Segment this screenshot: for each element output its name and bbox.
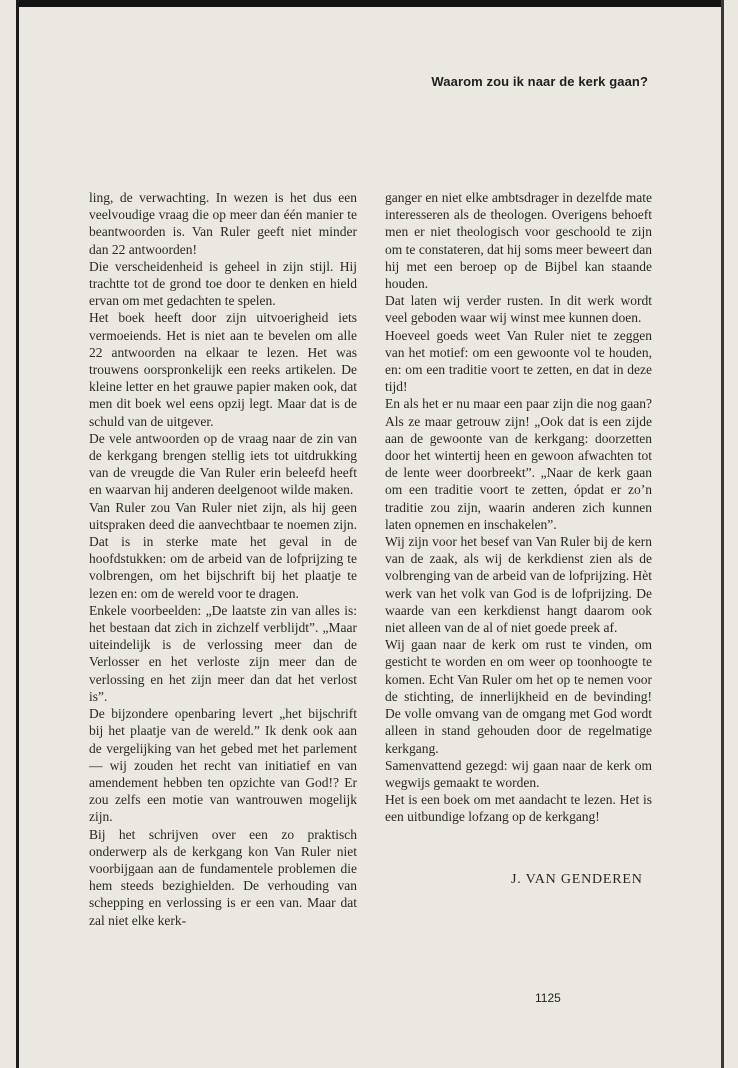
paragraph: En als het er nu maar een paar zijn die nog gaan? Als ze maar getrouw zijn! „Ook dat is een zijde aan de gewoonte van de kerkgang: doorzetten door het wintertij heen en gewoon afwachten tot de lente weer doorbreekt”. „Naar de kerk gaan om een traditie voort te zetten, ópdat er zo’n traditie zou zijn, waarin anderen zich kunnen laten opnemen en inschakelen”. — [385, 396, 652, 532]
running-header-title: Waarom zou ik naar de kerk gaan? — [431, 74, 648, 89]
paragraph: Die verscheidenheid is geheel in zijn stijl. Hij trachtte tot de grond toe door te denken en hield ervan om met gedachten te spelen. — [89, 258, 357, 309]
paragraph: De vele antwoorden op de vraag naar de zin van de kerkgang brengen stellig iets tot uitdrukking van de vreugde die Van Ruler erin beleefd heeft en waarvan hij anderen deelgenoot wilde maken. — [89, 430, 357, 498]
paragraph: Het is een boek om met aandacht te lezen. Het is een uitbundige lofzang op de kerkgang! — [385, 792, 652, 825]
paragraph: Dat laten wij verder rusten. In dit werk wordt veel geboden waar wij winst mee kunnen doen. — [385, 293, 652, 326]
paragraph: De bijzondere openbaring levert „het bijschrift bij het plaatje van de wereld.” Ik denk ook aan de vergelijking van het gebed met het parlement — wij zouden het recht van initiatief en van amendement hebben ten opzichte van God!? Er zou zelfs een motie van wantrouwen mogelijk zijn. — [89, 706, 357, 825]
paragraph: Wij zijn voor het besef van Van Ruler bij de kern van de zaak, als wij de kerkdienst zien als de volbrenging van de arbeid van de lofprijzing. Hèt werk van het volk van God is de lofprijzing. De waarde van een kerkdienst hangt daarom ook niet alleen van de al of niet goede preek af. — [385, 534, 652, 636]
paragraph: ling, de verwachting. In wezen is het dus een veelvoudige vraag die op meer dan één manier te beantwoorden is. Van Ruler geeft niet minder dan 22 antwoorden! — [89, 190, 357, 257]
paragraph: Hoeveel goeds weet Van Ruler niet te zeggen van het motief: om een gewoonte vol te houden, en: om een traditie voort te zetten, en dat in deze tijd! — [385, 327, 652, 395]
paragraph: Het boek heeft door zijn uitvoerigheid iets vermoeiends. Het is niet aan te bevelen om alle 22 antwoorden na elkaar te lezen. Het was trouwens oorspronkelijk een reeks artikelen. De kleine letter en het grauwe papier maken ook, dat men dit boek wel eens opzij legt. Maar dat is de schuld van de uitgever. — [89, 310, 357, 429]
scan-left-border — [16, 0, 19, 1068]
scan-right-border — [721, 0, 724, 1068]
left-text-column — [89, 189, 357, 929]
paragraph: Enkele voorbeelden: „De laatste zin van alles is: het bestaan dat zich in zichzelf verblijdt”. „Maar uiteindelijk is de verlossing meer dan de Verlosser en het verloste zijn meer dan de verlossing en het zijn meer dan dat het verlost is”. — [89, 602, 357, 704]
paragraph: Van Ruler zou Van Ruler niet zijn, als hij geen uitspraken deed die aanvechtbaar te noemen zijn. Dat is in sterke mate het geval in de hoofdstukken: om de arbeid van de lofprijzing te volbrengen, om het bijschrift bij het plaatje te lezen en: om de wereld voor te dragen. — [89, 499, 357, 601]
author-signature: J. VAN GENDEREN — [511, 872, 643, 887]
paragraph: ganger en niet elke ambtsdrager in dezelfde mate interesseren als de theologen. Overigens behoeft men er niet theologisch voor geschoold te zijn om te constateren, dat hij soms meer beweert dan hij met een beroep op de Bijbel kan staande houden. — [385, 190, 652, 292]
paragraph: Samenvattend gezegd: wij gaan naar de kerk om wegwijs gemaakt te worden. — [385, 757, 652, 790]
right-text-column — [385, 189, 652, 826]
paragraph: Wij gaan naar de kerk om rust te vinden, om gesticht te worden en om weer op toonhoogte te komen. Echt Van Ruler om het op te nemen voor de stichting, de innerlijkheid en de bevinding! De volle omvang van de omgang met God wordt alleen in stand gehouden door de regelmatige kerkgang. — [385, 637, 652, 756]
scan-top-border — [16, 0, 724, 7]
page-number: 1125 — [535, 991, 561, 1005]
paragraph: Bij het schrijven over een zo praktisch onderwerp als de kerkgang kon Van Ruler niet voorbijgaan aan de fundamentele problemen die hem steeds bezighielden. De verhouding van schepping en verlossing is er een van. Maar dat zal niet elke kerk- — [89, 826, 357, 928]
